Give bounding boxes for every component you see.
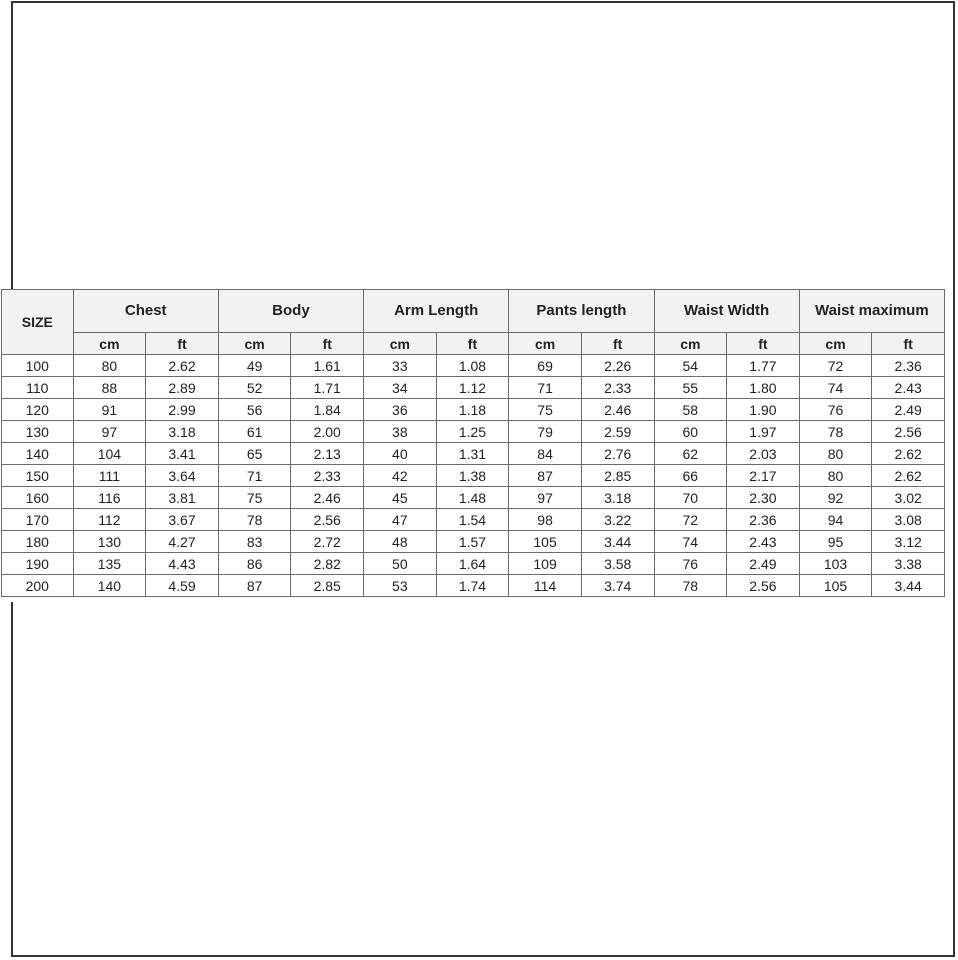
table-cell: 2.56	[727, 575, 800, 597]
unit-ft: ft	[146, 333, 219, 355]
header-row-groups	[2, 290, 945, 333]
header-arm-length: Arm Length	[364, 290, 509, 333]
table-cell: 1.12	[436, 377, 509, 399]
table-cell: 105	[799, 575, 872, 597]
table-cell: 40	[364, 443, 437, 465]
table-cell: 56	[218, 399, 291, 421]
table-cell: 70	[654, 487, 727, 509]
table-cell: 103	[799, 553, 872, 575]
table-cell: 58	[654, 399, 727, 421]
table-cell: 1.25	[436, 421, 509, 443]
table-cell: 4.59	[146, 575, 219, 597]
table-cell: 3.18	[146, 421, 219, 443]
table-cell: 1.74	[436, 575, 509, 597]
table-cell: 65	[218, 443, 291, 465]
table-row	[2, 509, 945, 531]
size-cell: 120	[2, 399, 74, 421]
unit-cm: cm	[654, 333, 727, 355]
table-cell: 88	[73, 377, 146, 399]
header-waist-maximum: Waist maximum	[799, 290, 944, 333]
table-cell: 86	[218, 553, 291, 575]
table-cell: 2.49	[872, 399, 945, 421]
table-cell: 104	[73, 443, 146, 465]
table-cell: 42	[364, 465, 437, 487]
table-cell: 71	[509, 377, 582, 399]
table-cell: 3.22	[581, 509, 654, 531]
table-cell: 3.67	[146, 509, 219, 531]
table-cell: 47	[364, 509, 437, 531]
table-cell: 3.18	[581, 487, 654, 509]
table-cell: 1.18	[436, 399, 509, 421]
table-cell: 2.62	[146, 355, 219, 377]
table-cell: 78	[218, 509, 291, 531]
size-cell: 130	[2, 421, 74, 443]
table-cell: 78	[799, 421, 872, 443]
table-row	[2, 487, 945, 509]
table-cell: 76	[654, 553, 727, 575]
table-cell: 52	[218, 377, 291, 399]
table-cell: 2.36	[872, 355, 945, 377]
table-cell: 97	[73, 421, 146, 443]
size-cell: 160	[2, 487, 74, 509]
table-row	[2, 421, 945, 443]
table-cell: 71	[218, 465, 291, 487]
table-cell: 2.82	[291, 553, 364, 575]
table-cell: 2.43	[727, 531, 800, 553]
table-cell: 130	[73, 531, 146, 553]
table-cell: 3.74	[581, 575, 654, 597]
table-cell: 75	[218, 487, 291, 509]
table-cell: 1.71	[291, 377, 364, 399]
table-cell: 94	[799, 509, 872, 531]
table-cell: 62	[654, 443, 727, 465]
table-cell: 140	[73, 575, 146, 597]
unit-cm: cm	[218, 333, 291, 355]
table-cell: 76	[799, 399, 872, 421]
table-cell: 97	[509, 487, 582, 509]
table-cell: 1.64	[436, 553, 509, 575]
unit-cm: cm	[509, 333, 582, 355]
size-cell: 110	[2, 377, 74, 399]
table-cell: 2.89	[146, 377, 219, 399]
table-cell: 79	[509, 421, 582, 443]
table-row	[2, 399, 945, 421]
table-cell: 114	[509, 575, 582, 597]
table-cell: 3.64	[146, 465, 219, 487]
table-cell: 2.36	[727, 509, 800, 531]
size-cell: 140	[2, 443, 74, 465]
table-cell: 105	[509, 531, 582, 553]
size-cell: 190	[2, 553, 74, 575]
size-table	[1, 289, 945, 597]
table-cell: 38	[364, 421, 437, 443]
table-cell: 3.44	[872, 575, 945, 597]
table-cell: 3.41	[146, 443, 219, 465]
table-cell: 49	[218, 355, 291, 377]
table-cell: 2.62	[872, 465, 945, 487]
table-cell: 1.57	[436, 531, 509, 553]
size-cell: 150	[2, 465, 74, 487]
size-cell: 180	[2, 531, 74, 553]
table-cell: 48	[364, 531, 437, 553]
size-header: SIZE	[2, 290, 74, 355]
table-cell: 2.76	[581, 443, 654, 465]
table-cell: 1.48	[436, 487, 509, 509]
table-cell: 2.17	[727, 465, 800, 487]
table-cell: 2.99	[146, 399, 219, 421]
table-cell: 72	[654, 509, 727, 531]
table-cell: 78	[654, 575, 727, 597]
table-cell: 2.72	[291, 531, 364, 553]
table-cell: 55	[654, 377, 727, 399]
header-chest: Chest	[73, 290, 218, 333]
table-cell: 2.03	[727, 443, 800, 465]
table-cell: 91	[73, 399, 146, 421]
table-cell: 109	[509, 553, 582, 575]
table-cell: 3.81	[146, 487, 219, 509]
table-cell: 2.46	[581, 399, 654, 421]
table-cell: 1.08	[436, 355, 509, 377]
table-cell: 3.12	[872, 531, 945, 553]
unit-ft: ft	[727, 333, 800, 355]
table-row	[2, 575, 945, 597]
table-cell: 33	[364, 355, 437, 377]
table-row	[2, 531, 945, 553]
table-cell: 2.56	[872, 421, 945, 443]
table-cell: 53	[364, 575, 437, 597]
unit-cm: cm	[364, 333, 437, 355]
table-cell: 60	[654, 421, 727, 443]
size-cell: 200	[2, 575, 74, 597]
table-cell: 2.13	[291, 443, 364, 465]
table-cell: 72	[799, 355, 872, 377]
table-cell: 1.61	[291, 355, 364, 377]
table-cell: 34	[364, 377, 437, 399]
table-cell: 111	[73, 465, 146, 487]
table-cell: 2.43	[872, 377, 945, 399]
table-cell: 112	[73, 509, 146, 531]
table-cell: 1.84	[291, 399, 364, 421]
unit-ft: ft	[291, 333, 364, 355]
table-cell: 1.80	[727, 377, 800, 399]
table-cell: 45	[364, 487, 437, 509]
table-cell: 36	[364, 399, 437, 421]
table-cell: 50	[364, 553, 437, 575]
table-cell: 80	[799, 443, 872, 465]
table-row	[2, 443, 945, 465]
table-cell: 1.54	[436, 509, 509, 531]
table-cell: 3.44	[581, 531, 654, 553]
table-cell: 54	[654, 355, 727, 377]
table-cell: 69	[509, 355, 582, 377]
table-body	[2, 355, 945, 597]
table-cell: 2.33	[291, 465, 364, 487]
size-cell: 170	[2, 509, 74, 531]
table-cell: 84	[509, 443, 582, 465]
header-waist-width: Waist Width	[654, 290, 799, 333]
table-cell: 2.26	[581, 355, 654, 377]
table-row	[2, 377, 945, 399]
table-cell: 1.90	[727, 399, 800, 421]
header-pants-length: Pants length	[509, 290, 654, 333]
table-cell: 95	[799, 531, 872, 553]
table-cell: 2.85	[581, 465, 654, 487]
table-cell: 2.62	[872, 443, 945, 465]
table-cell: 2.46	[291, 487, 364, 509]
table-cell: 3.08	[872, 509, 945, 531]
table-row	[2, 465, 945, 487]
table-cell: 2.56	[291, 509, 364, 531]
unit-cm: cm	[73, 333, 146, 355]
unit-cm: cm	[799, 333, 872, 355]
table-cell: 1.38	[436, 465, 509, 487]
unit-ft: ft	[581, 333, 654, 355]
table-cell: 83	[218, 531, 291, 553]
table-cell: 74	[654, 531, 727, 553]
unit-ft: ft	[436, 333, 509, 355]
table-cell: 135	[73, 553, 146, 575]
table-cell: 75	[509, 399, 582, 421]
table-cell: 1.31	[436, 443, 509, 465]
size-chart	[1, 289, 945, 602]
table-cell: 2.85	[291, 575, 364, 597]
table-row	[2, 553, 945, 575]
size-cell: 100	[2, 355, 74, 377]
table-cell: 1.77	[727, 355, 800, 377]
table-cell: 66	[654, 465, 727, 487]
table-cell: 4.27	[146, 531, 219, 553]
table-cell: 2.49	[727, 553, 800, 575]
table-cell: 1.97	[727, 421, 800, 443]
table-cell: 80	[799, 465, 872, 487]
table-cell: 87	[218, 575, 291, 597]
table-cell: 3.38	[872, 553, 945, 575]
table-cell: 2.33	[581, 377, 654, 399]
table-cell: 98	[509, 509, 582, 531]
table-cell: 80	[73, 355, 146, 377]
table-cell: 4.43	[146, 553, 219, 575]
table-cell: 87	[509, 465, 582, 487]
table-cell: 74	[799, 377, 872, 399]
unit-ft: ft	[872, 333, 945, 355]
table-cell: 61	[218, 421, 291, 443]
table-cell: 2.59	[581, 421, 654, 443]
header-row-units	[2, 333, 945, 355]
table-cell: 3.02	[872, 487, 945, 509]
table-cell: 2.30	[727, 487, 800, 509]
header-body: Body	[218, 290, 363, 333]
table-cell: 116	[73, 487, 146, 509]
table-cell: 2.00	[291, 421, 364, 443]
table-row	[2, 355, 945, 377]
table-cell: 3.58	[581, 553, 654, 575]
table-cell: 92	[799, 487, 872, 509]
